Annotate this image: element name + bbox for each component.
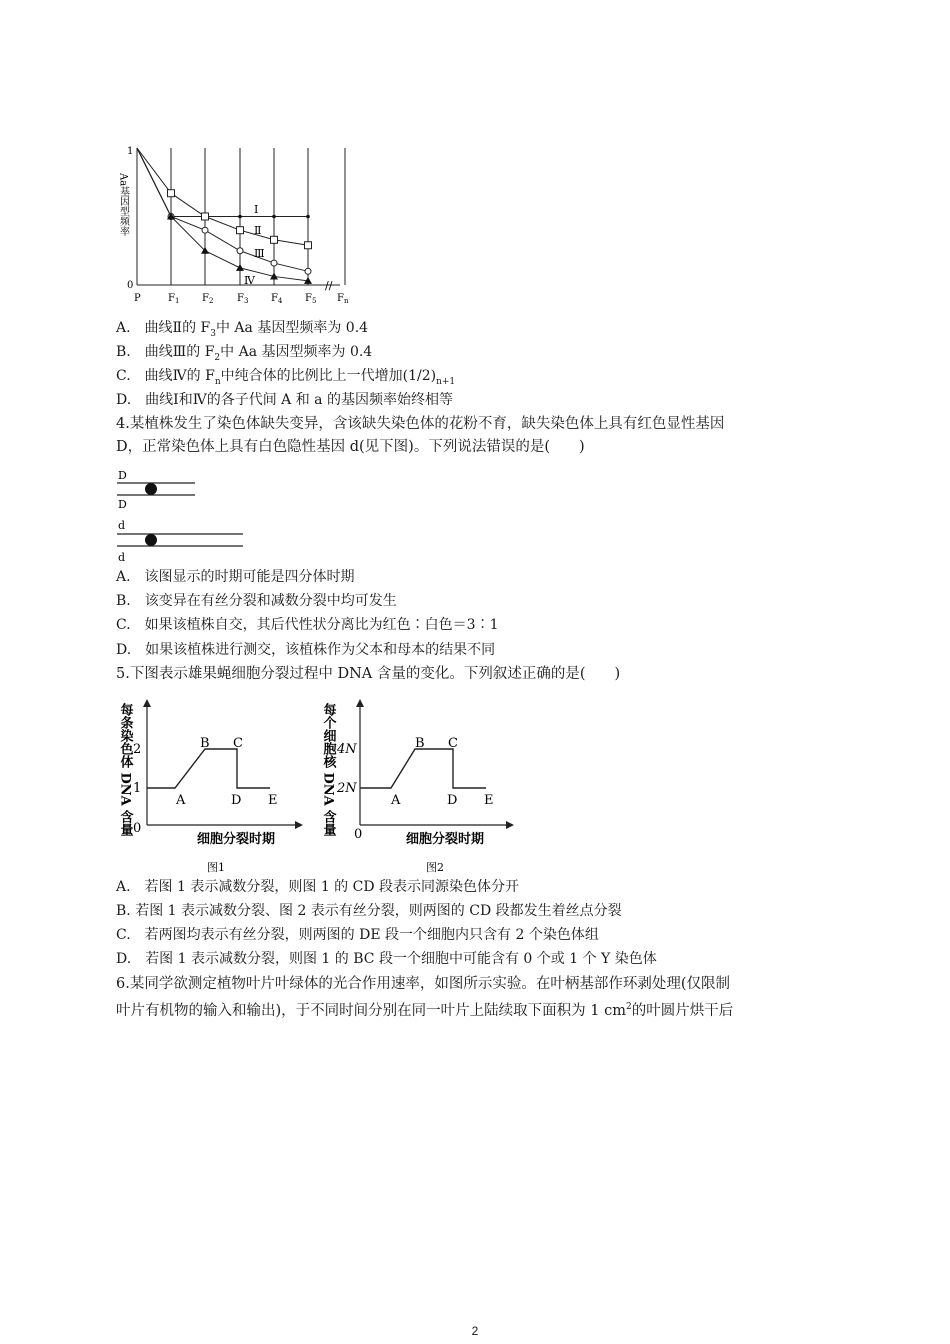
page-number: 2 bbox=[471, 1324, 479, 1338]
fig2-point-C: C bbox=[448, 736, 458, 751]
q4-stem-line2: D，正常染色体上具有白色隐性基因 d(见下图)。下列说法错误的是( ) bbox=[116, 439, 585, 455]
curve-II-marker bbox=[271, 236, 278, 243]
curve-III-marker bbox=[237, 248, 243, 254]
dna-figure-2 bbox=[318, 695, 518, 875]
centromere-lower bbox=[145, 534, 157, 546]
fig1-point-D: D bbox=[231, 793, 242, 808]
chromosome-figure bbox=[115, 465, 255, 565]
chrom-label-d1: d bbox=[118, 519, 126, 532]
q3-option-b bbox=[116, 342, 372, 368]
fig3-axis-break: // bbox=[325, 279, 333, 292]
curve-II-marker bbox=[305, 242, 312, 249]
fig3-x-tick: $F_2$ bbox=[202, 293, 214, 305]
curve-I-marker bbox=[306, 215, 310, 219]
fig1-y-tick-2: 2 bbox=[133, 742, 142, 757]
fig1-point-B: B bbox=[200, 736, 210, 751]
curve-II-line bbox=[137, 148, 308, 245]
chrom-label-D2: D bbox=[118, 498, 127, 511]
curve-label-I: Ⅰ bbox=[254, 203, 259, 216]
fig3-x-ticks bbox=[134, 293, 349, 305]
q4-option-c: C. 如果该植株自交，其后代性状分离比为红色∶白色＝3∶1 bbox=[116, 617, 499, 633]
q3-option-c-text2: 中纯合体的比例比上一代增加(1/2) bbox=[220, 368, 437, 384]
fig2-x-label: 细胞分裂时期 bbox=[406, 832, 485, 847]
chrom-label-d2: d bbox=[118, 551, 126, 564]
fig3-curves bbox=[137, 148, 312, 284]
q4-stem-line1: 4.某植株发生了染色体缺失变异，含该缺失染色体的花粉不育，缺失染色体上具有红色显性基因 bbox=[116, 416, 725, 432]
q3-option-c-text: C. 曲线Ⅳ的 F bbox=[116, 368, 215, 384]
fig3-x-tick: P bbox=[134, 293, 141, 304]
q3-option-a-text: A. 曲线Ⅱ的 F bbox=[116, 320, 211, 336]
fig3-x-tick: $F_n$ bbox=[337, 293, 349, 305]
fig3-x-tick: $F_4$ bbox=[271, 293, 283, 305]
q3-option-a-text2: 中 Aa 基因型频率为 0.4 bbox=[215, 320, 369, 336]
curve-III-marker bbox=[271, 260, 277, 266]
fig1-point-A: A bbox=[176, 793, 186, 808]
fig2-point-D: D bbox=[447, 793, 458, 808]
q5-option-c: C. 若两图均表示有丝分裂，则两图的 DE 段一个细胞内只含有 2 个染色体组 bbox=[116, 927, 599, 943]
dna-figure-1 bbox=[115, 695, 300, 875]
curve-I-marker bbox=[238, 215, 242, 219]
curve-II-marker bbox=[202, 213, 209, 220]
fig1-point-C: C bbox=[233, 736, 243, 751]
q3-option-a bbox=[116, 318, 368, 344]
q3-option-b-sub: 2 bbox=[214, 352, 221, 363]
chrom-label-D1: D bbox=[118, 469, 127, 482]
fig1-x-label: 细胞分裂时期 bbox=[197, 832, 276, 847]
fig3-x-tick: $F_5$ bbox=[305, 293, 317, 305]
q5-option-d: D. 若图 1 表示减数分裂，则图 1 的 BC 段一个细胞中可能含有 0 个或 1 个 Y 染色体 bbox=[116, 951, 657, 967]
fig2-curve bbox=[360, 749, 486, 788]
fig2-caption: 图2 bbox=[426, 861, 444, 874]
fig2-y-tick-0: 0 bbox=[354, 827, 363, 842]
q6-stem-line2 bbox=[116, 997, 733, 1021]
q6-stem-line2-a: 叶片有机物的输入和输出)，于不同时间分别在同一叶片上陆续取下面积为 1 cm bbox=[116, 1002, 626, 1019]
q6-stem-line2-b: 的叶圆片烘干后 bbox=[631, 1002, 734, 1019]
curve-II-marker bbox=[237, 227, 244, 234]
q3-option-c bbox=[116, 366, 455, 392]
fig1-point-E: E bbox=[268, 793, 278, 808]
curve-III-line bbox=[137, 148, 308, 271]
fig2-point-A: A bbox=[391, 793, 401, 808]
q3-option-c-sub: n bbox=[214, 376, 221, 387]
q6-stem-line1: 6.某同学欲测定植物叶片叶绿体的光合作用速率，如图所示实验。在叶柄基部作环剥处理(仅限制 bbox=[116, 976, 730, 992]
curve-III-marker bbox=[202, 227, 208, 233]
q6-stem-line2-sup: 2 bbox=[625, 1002, 632, 1012]
curve-IV-line bbox=[137, 148, 308, 281]
fig3-y-top: 1 bbox=[127, 146, 134, 157]
q4-option-a: A. 该图显示的时期可能是四分体时期 bbox=[116, 569, 355, 585]
fig1-y-tick-0: 0 bbox=[133, 821, 142, 836]
q3-option-b-text2: 中 Aa 基因型频率为 0.4 bbox=[220, 344, 373, 360]
q5-option-a: A. 若图 1 表示减数分裂，则图 1 的 CD 段表示同源染色体分开 bbox=[116, 879, 520, 895]
fig3-x-tick: $F_3$ bbox=[237, 293, 249, 305]
genotype-frequency-figure bbox=[115, 143, 355, 308]
fig2-y-tick-4N: 4N bbox=[337, 742, 357, 757]
fig2-y-tick-2N: 2N bbox=[337, 781, 357, 796]
curve-III-marker bbox=[305, 268, 311, 274]
q3-option-c-sub2: n+1 bbox=[436, 376, 456, 387]
q4-option-b: B. 该变异在有丝分裂和减数分裂中均可发生 bbox=[116, 593, 397, 609]
fig1-y-label: 每条染色体 DNA 含量 bbox=[117, 703, 133, 837]
fig2-point-B: B bbox=[415, 736, 425, 751]
fig3-x-tick: $F_1$ bbox=[168, 293, 180, 305]
q3-option-a-sub: 3 bbox=[210, 328, 216, 339]
centromere-upper bbox=[145, 483, 157, 495]
q3-option-d: D. 曲线Ⅰ和Ⅳ的各子代间 A 和 a 的基因频率始终相等 bbox=[116, 392, 453, 408]
curve-label-II: Ⅱ bbox=[254, 224, 262, 237]
q5-stem: 5.下图表示雄果蝇细胞分裂过程中 DNA 含量的变化。下列叙述正确的是( ) bbox=[116, 666, 621, 682]
curve-II-marker bbox=[168, 190, 175, 197]
curve-IV-marker bbox=[236, 264, 244, 271]
curve-label-III: Ⅲ bbox=[254, 247, 265, 260]
q5-option-b: B. 若图 1 表示减数分裂、图 2 表示有丝分裂，则两图的 CD 段都发生着丝点分裂 bbox=[116, 903, 622, 919]
fig1-curve bbox=[147, 749, 270, 788]
q3-option-b-text: B. 曲线Ⅲ的 F bbox=[116, 344, 215, 360]
q4-option-d: D. 如果该植株进行测交，该植株作为父本和母本的结果不同 bbox=[116, 642, 496, 658]
fig1-caption: 图1 bbox=[207, 861, 225, 874]
fig2-y-label: 每个细胞核 DNA 含量 bbox=[320, 703, 336, 837]
fig1-y-tick-1: 1 bbox=[133, 781, 142, 796]
fig3-origin: 0 bbox=[127, 280, 134, 291]
fig2-point-E: E bbox=[484, 793, 494, 808]
curve-label-IV: Ⅳ bbox=[244, 274, 255, 287]
fig3-y-axis-label: Aa基因型频率 bbox=[117, 173, 129, 237]
curve-I-marker bbox=[272, 215, 276, 219]
